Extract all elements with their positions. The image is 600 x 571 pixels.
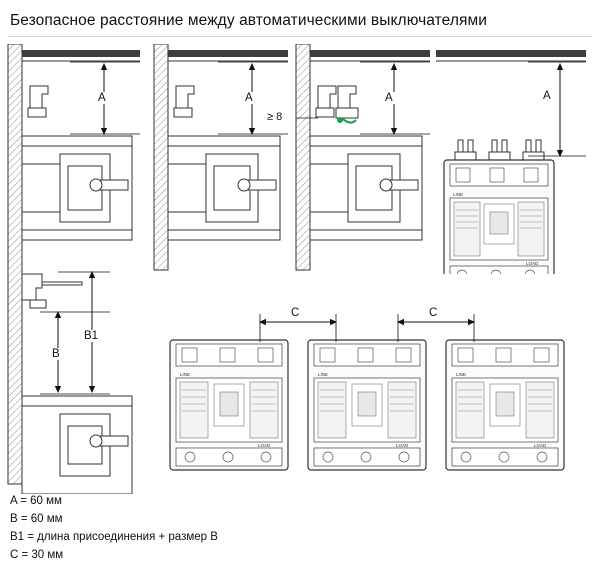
dimension-label-b: B — [52, 348, 60, 360]
diagram-panel-3 — [288, 44, 438, 274]
diagram-panel-1 — [0, 44, 150, 494]
svg-text:LINE: LINE — [456, 372, 467, 377]
svg-text:LINE: LINE — [180, 372, 191, 377]
dimension-label-a-3: A — [385, 92, 393, 104]
note-b: B = 60 мм — [10, 513, 63, 525]
dimension-label-b1: B1 — [84, 330, 99, 342]
svg-text:LOAD: LOAD — [526, 261, 539, 266]
svg-text:LINE: LINE — [453, 192, 464, 197]
dimension-label-a-2: A — [245, 92, 253, 104]
page-title: Безопасное расстояние между автоматическими выключателями — [10, 12, 488, 29]
dimension-label-a-4: A — [543, 90, 551, 102]
note-c: C = 30 мм — [10, 549, 64, 561]
dimension-label-c-2: C — [429, 307, 438, 319]
diagram-panel-2 — [148, 44, 293, 274]
title-divider — [8, 36, 592, 37]
note-b1: B1 = длина присоединения + размер B — [10, 531, 218, 543]
svg-text:LOAD: LOAD — [396, 443, 409, 448]
diagram-panel-5 — [160, 300, 590, 485]
svg-text:LOAD: LOAD — [534, 443, 547, 448]
dimension-label-a-1: A — [98, 92, 106, 104]
note-a: A = 60 мм — [10, 495, 62, 507]
svg-text:LOAD: LOAD — [258, 443, 271, 448]
dimension-label-c-1: C — [291, 307, 300, 319]
dimension-label-gap-min: ≥ 8 — [267, 111, 283, 123]
svg-text:LINE: LINE — [318, 372, 329, 377]
legend-notes — [10, 492, 218, 564]
diagram-panel-4 — [428, 44, 596, 274]
